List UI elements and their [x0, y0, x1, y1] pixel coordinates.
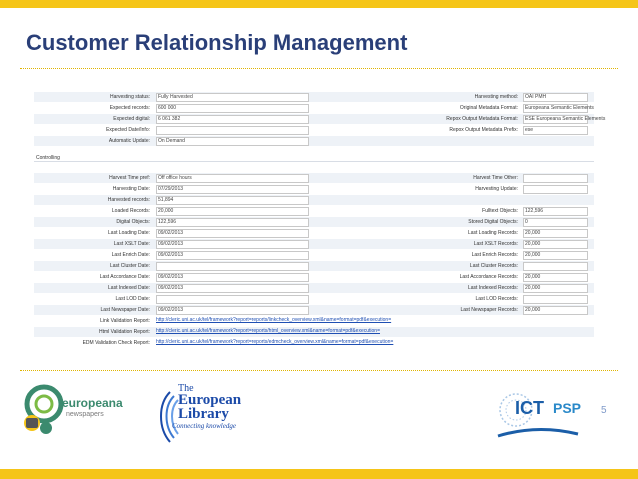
form-row: [34, 228, 594, 238]
field-value[interactable]: 20,000: [523, 240, 588, 249]
field-label: Automatic Update:: [108, 138, 150, 144]
field-label: Last LOD Date:: [115, 296, 150, 302]
form-row: [34, 283, 594, 293]
form-row: [34, 305, 594, 315]
field-label: Digital Objects:: [116, 219, 150, 225]
form-row: [34, 92, 594, 102]
report-link[interactable]: http://cleric.uni.ac.uk/tel/framework?report=reports/linkcheck_overview.xml&name=format=pdf&execution=: [156, 317, 392, 323]
page-number: 5: [601, 405, 607, 416]
field-label: Last Accordance Date:: [99, 274, 150, 280]
tel-the-text: The: [178, 383, 194, 394]
field-label: Harvesting Update:: [475, 186, 518, 192]
field-value[interactable]: 122,596: [156, 218, 309, 227]
top-accent-bar: [0, 0, 638, 8]
form-row: [34, 125, 594, 135]
form-row: [34, 217, 594, 227]
field-label: Last Enrich Date:: [111, 252, 150, 258]
field-value[interactable]: OAI PMH: [523, 93, 588, 102]
field-value[interactable]: 20,000: [523, 273, 588, 282]
field-label: Fulltext Objects:: [482, 208, 518, 214]
report-label: EDM Validation Check Report:: [82, 340, 150, 346]
field-value[interactable]: 09/02/2013: [156, 273, 309, 282]
field-label: Repox Output Metadata Format:: [446, 116, 518, 122]
form-row: [34, 261, 594, 271]
psp-wordmark: PSP: [553, 400, 582, 416]
report-row: [34, 327, 594, 337]
field-label: Last Indexed Date:: [108, 285, 150, 291]
report-row: [34, 338, 594, 348]
field-value[interactable]: ese: [523, 126, 588, 135]
field-value[interactable]: 600 000: [156, 104, 309, 113]
field-label: Loaded Records:: [111, 208, 150, 214]
field-value[interactable]: On Demand: [156, 137, 309, 146]
field-value[interactable]: [156, 126, 309, 135]
europeana-subtitle: newspapers: [66, 411, 104, 418]
field-value[interactable]: 51,894: [156, 196, 309, 205]
field-value[interactable]: 20,000: [523, 284, 588, 293]
form-row: [34, 136, 594, 146]
europeana-wordmark: europeana: [62, 396, 123, 410]
field-label: Harvest Time pref:: [109, 175, 150, 181]
section-label: Controlling: [36, 155, 60, 161]
report-label: Link Validation Report:: [100, 318, 150, 324]
field-label: Last LOD Records:: [475, 296, 518, 302]
field-value[interactable]: 6 061 382: [156, 115, 309, 124]
field-value[interactable]: [156, 262, 309, 271]
field-value[interactable]: [523, 174, 588, 183]
slide-title: Customer Relationship Management: [26, 30, 408, 55]
form-row: [34, 294, 594, 304]
field-value[interactable]: 09/02/2013: [156, 229, 309, 238]
field-label: Repox Output Metadata Prefix:: [449, 127, 518, 133]
field-value[interactable]: 09/02/2013: [156, 240, 309, 249]
field-value[interactable]: [523, 262, 588, 271]
field-label: Expected Date/Info:: [106, 127, 150, 133]
field-label: Last Cluster Date:: [109, 263, 150, 269]
field-value[interactable]: [156, 295, 309, 304]
field-label: Last Indexed Records:: [467, 285, 518, 291]
field-label: Harvest Time Other:: [473, 175, 518, 181]
field-value[interactable]: 20,000: [156, 207, 309, 216]
field-value[interactable]: 20,000: [523, 251, 588, 260]
footer-divider: [20, 370, 618, 371]
field-value[interactable]: 0: [523, 218, 588, 227]
field-value[interactable]: 20,000: [523, 306, 588, 315]
tel-tagline: Connecting knowledge: [172, 422, 236, 430]
report-link[interactable]: http://cleric.uni.ac.uk/tel/framework?report=reports/html_overview.xml&name=format=pdf&execution=: [156, 328, 380, 334]
form-row: [34, 239, 594, 249]
form-row: [34, 206, 594, 216]
section-divider: [34, 161, 594, 162]
tel-european-text: European: [178, 392, 242, 408]
field-value[interactable]: Off office hours: [156, 174, 309, 183]
field-label: Harvesting method:: [474, 94, 518, 100]
field-label: Stored Digital Objects:: [468, 219, 518, 225]
form-row: [34, 250, 594, 260]
field-label: Last Accordance Records:: [459, 274, 518, 280]
form-row: [34, 272, 594, 282]
field-label: Harvesting status:: [109, 94, 150, 100]
field-value[interactable]: 20,000: [523, 229, 588, 238]
field-label: Last Loading Date:: [108, 230, 150, 236]
form-row: [34, 195, 594, 205]
field-value[interactable]: 09/02/2013: [156, 306, 309, 315]
form-row: [34, 184, 594, 194]
field-label: Harvesting Date:: [112, 186, 150, 192]
field-label: Expected digital:: [113, 116, 150, 122]
form-row: [34, 114, 606, 124]
report-label: Html Validation Report:: [98, 329, 150, 335]
field-label: Last Newspaper Date:: [100, 307, 150, 313]
tel-library-text: Library: [178, 406, 229, 422]
field-value[interactable]: 122,596: [523, 207, 588, 216]
report-link[interactable]: http://cleric.uni.ac.uk/tel/framework?report=reports/edmcheck_overview.xml&name=format=pdf&execution=: [156, 339, 394, 345]
field-value[interactable]: 09/02/2013: [156, 284, 309, 293]
field-label: Last Loading Records:: [467, 230, 518, 236]
title-divider: [20, 68, 618, 69]
field-label: Expected records:: [109, 105, 150, 111]
crm-screenshot: [34, 92, 606, 352]
field-label: Last Newspaper Records:: [460, 307, 518, 313]
field-value[interactable]: 07/29/2013: [156, 185, 309, 194]
field-value[interactable]: Fully Harvested: [156, 93, 309, 102]
field-label: Original Metadata Format:: [459, 105, 518, 111]
field-value[interactable]: Europeana Semantic Elements: [525, 105, 594, 111]
field-value[interactable]: 09/02/2013: [156, 251, 309, 260]
field-label: Last Enrich Records:: [471, 252, 518, 258]
field-value[interactable]: [523, 185, 588, 194]
report-row: [34, 316, 594, 326]
field-value[interactable]: ESE Europeana Semantic Elements: [525, 116, 606, 122]
form-row: [34, 103, 594, 113]
field-label: Harvested records:: [107, 197, 150, 203]
bottom-accent-bar: [0, 469, 638, 479]
ict-wordmark: ICT: [515, 398, 544, 418]
field-label: Last Cluster Records:: [469, 263, 518, 269]
field-value[interactable]: [523, 295, 588, 304]
form-row: [34, 173, 594, 183]
field-label: Last XSLT Date:: [113, 241, 150, 247]
field-label: Last XSLT Records:: [473, 241, 518, 247]
